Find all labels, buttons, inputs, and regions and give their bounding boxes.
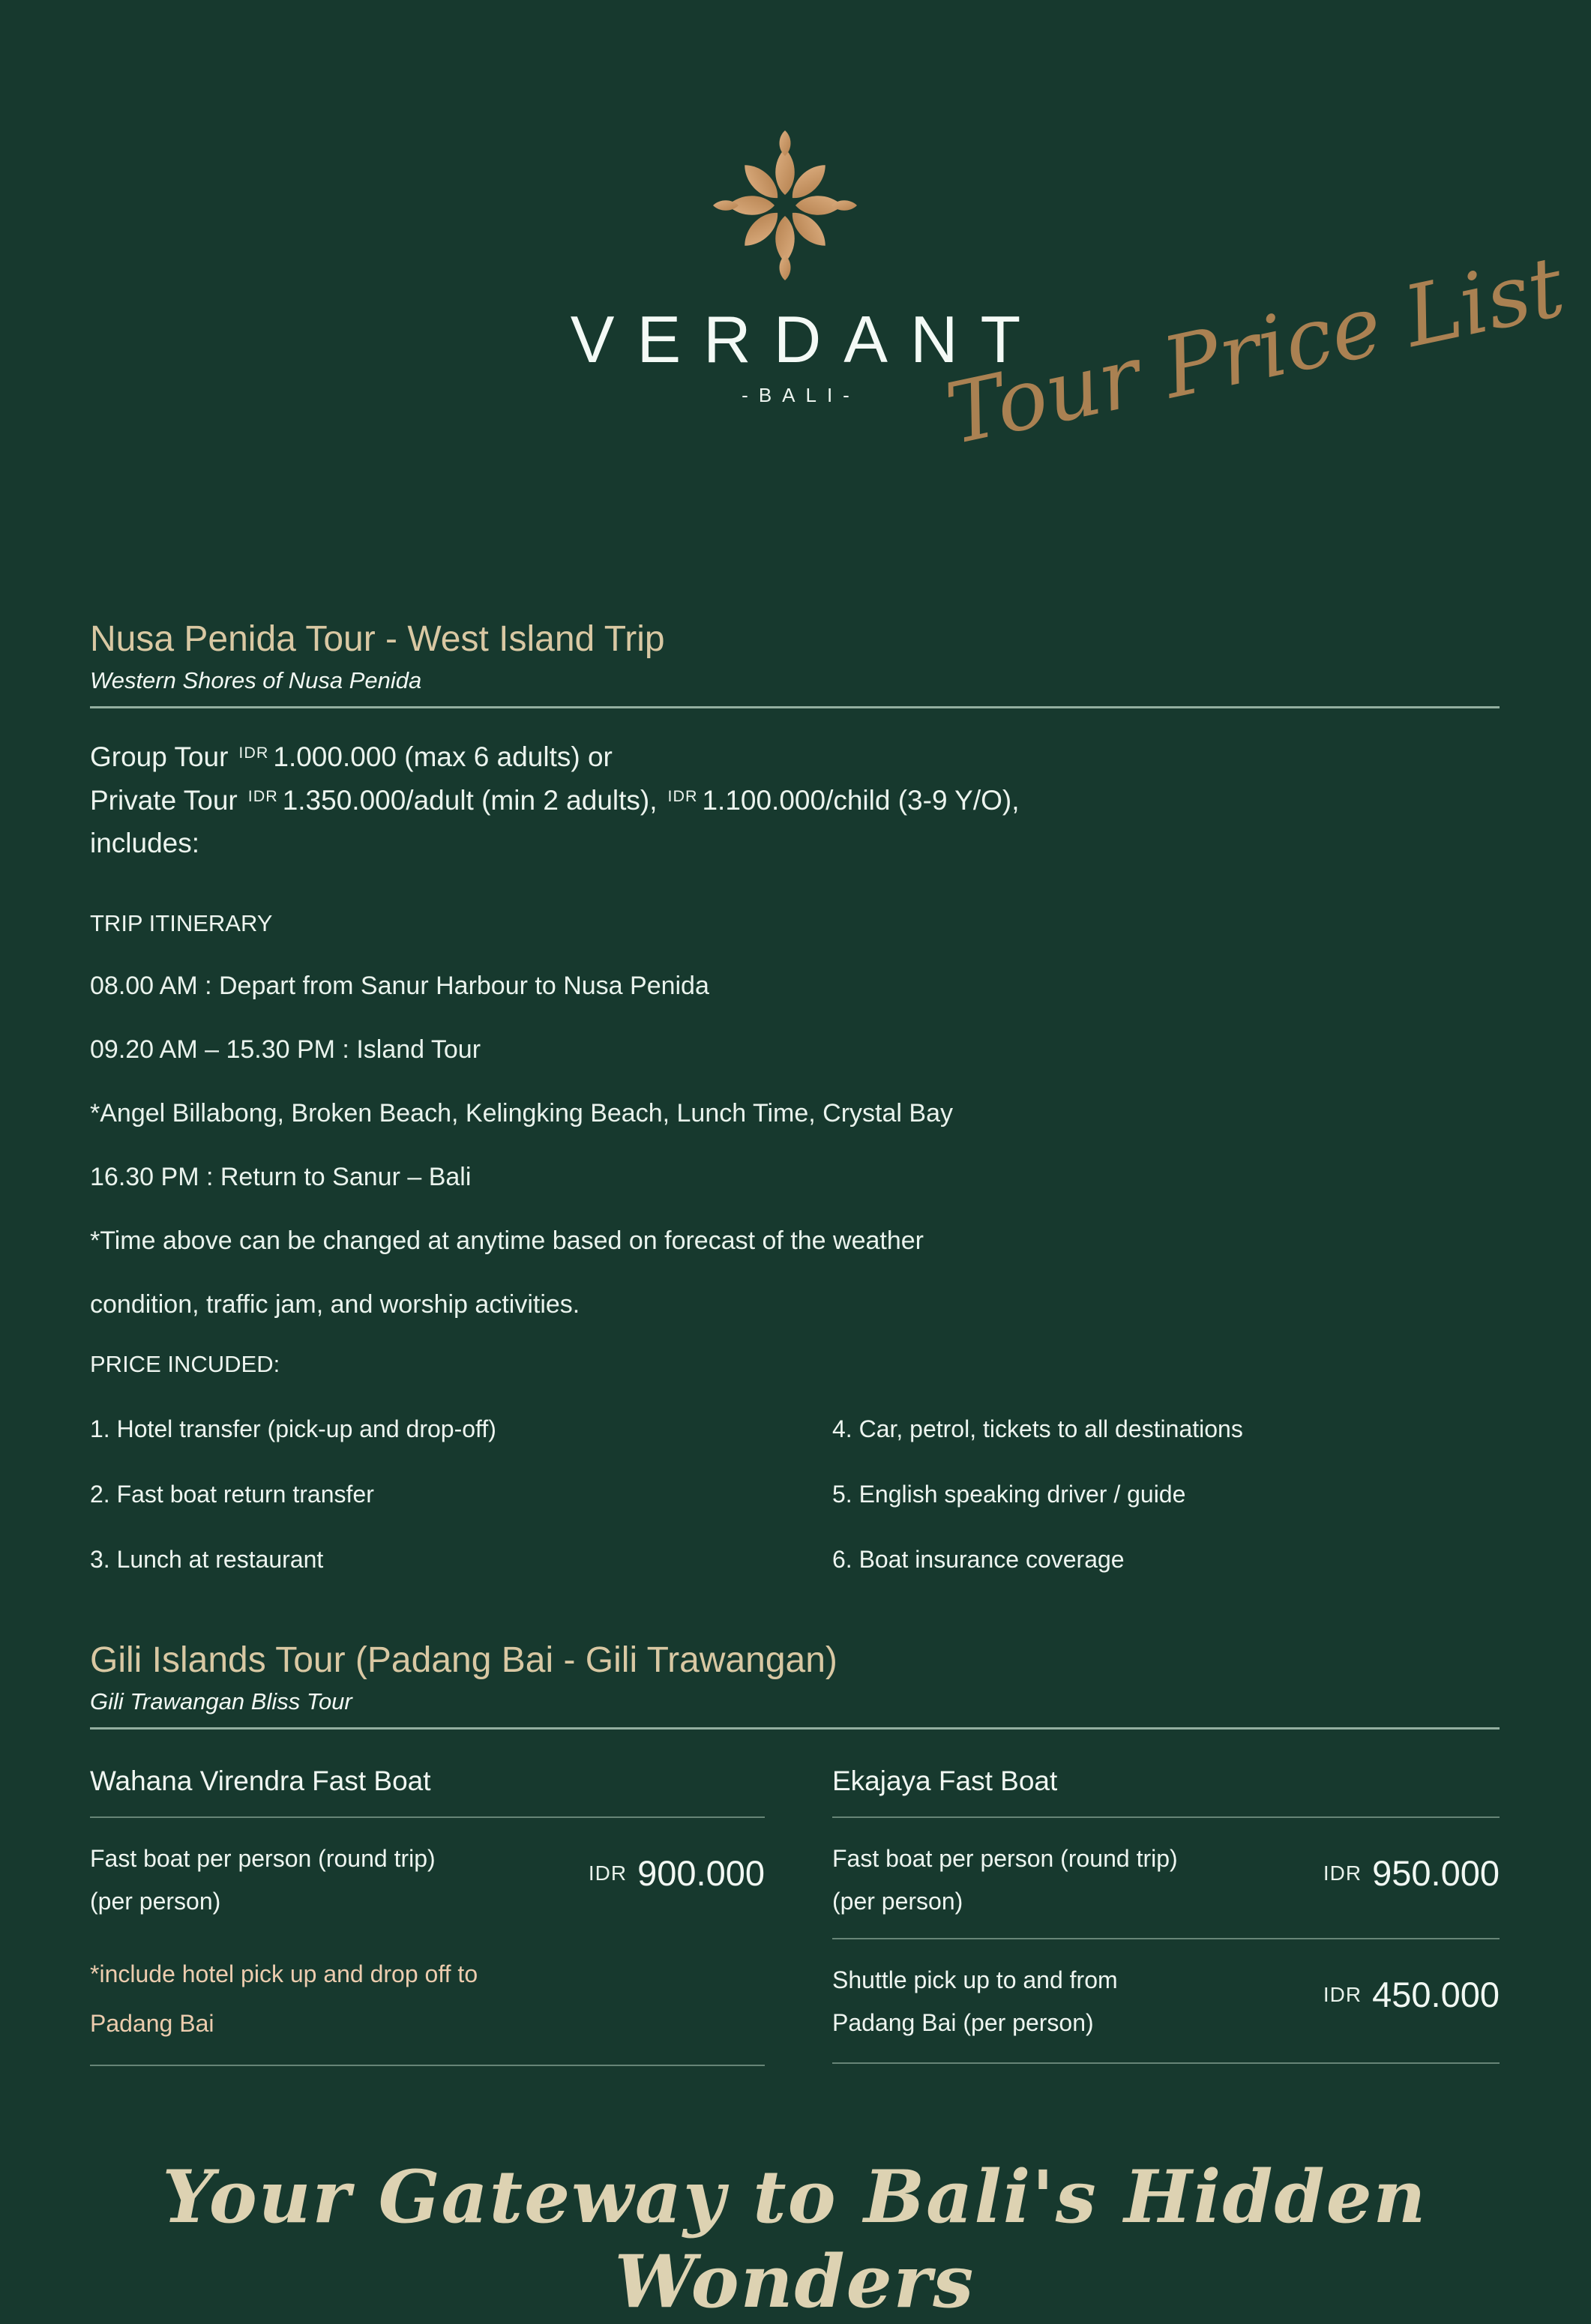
- operator-note: [90, 1950, 765, 2048]
- price-row-label: [90, 1837, 436, 1923]
- currency-code: IDR: [238, 744, 269, 762]
- price-row-label: [832, 1959, 1118, 2044]
- pricing-private-adult: 1.350.000/adult (min 2 adults),: [282, 784, 658, 816]
- pricing-group-value: 1.000.000 (max 6 adults) or: [273, 741, 613, 772]
- itinerary-item: 08.00 AM : Depart from Sanur Harbour to Nusa Penida: [90, 972, 709, 1001]
- pricing-group-label: Group Tour: [90, 741, 229, 772]
- itinerary-item: 09.20 AM – 15.30 PM : Island Tour: [90, 1035, 481, 1065]
- pricing-private-label: Private Tour: [90, 784, 238, 816]
- footer-slogan: Your Gateway to Bali's Hidden Wonders: [162, 2155, 1428, 2324]
- price-value: [1323, 1974, 1500, 2015]
- operator-column-ekajaya: [832, 1730, 1500, 2066]
- section1-title: Nusa Penida Tour - West Island Trip: [90, 619, 665, 659]
- price-amount: 900.000: [637, 1853, 765, 1894]
- currency-code: IDR: [588, 1861, 628, 1885]
- brand-name: VERDANT: [570, 302, 1044, 376]
- price-row-label: [832, 1837, 1178, 1923]
- pricing-line-private: [90, 779, 1500, 822]
- row-divider: [832, 1938, 1500, 1939]
- section1-divider: [90, 706, 1500, 708]
- price-amount: 450.000: [1372, 1975, 1500, 2015]
- column-divider: [832, 2062, 1500, 2064]
- included-item: 2. Fast boat return transfer: [90, 1481, 374, 1508]
- price-included-left-column: [90, 1378, 832, 1574]
- pricing-line-includes: includes:: [90, 828, 200, 859]
- price-included-right-column: [832, 1378, 1500, 1574]
- currency-code: IDR: [667, 787, 698, 805]
- price-amount: 950.000: [1372, 1853, 1500, 1894]
- price-row-label-line1: Fast boat per person (round trip): [90, 1845, 436, 1873]
- included-item: 4. Car, petrol, tickets to all destinations: [832, 1415, 1243, 1443]
- section2-divider: [90, 1727, 1500, 1730]
- itinerary-note: condition, traffic jam, and worship activities.: [90, 1290, 580, 1319]
- section1-subtitle: Western Shores of Nusa Penida: [90, 667, 422, 693]
- operator-note-line1: *include hotel pick up and drop off to: [90, 1960, 478, 1988]
- boat-operators: [90, 1730, 1500, 2066]
- price-value: [1323, 1852, 1500, 1894]
- price-row-label-line2: (per person): [90, 1888, 221, 1915]
- itinerary-list: [90, 972, 1500, 1319]
- price-included-list: [90, 1378, 1500, 1574]
- section2-subtitle: Gili Trawangan Bliss Tour: [90, 1688, 352, 1715]
- brand-tagline: -BALI-: [742, 384, 860, 406]
- section1-pricing: [90, 735, 1500, 865]
- currency-code: IDR: [1323, 1861, 1362, 1885]
- column-divider: [832, 1816, 1500, 1818]
- section2-title: Gili Islands Tour (Padang Bai - Gili Trawangan): [90, 1640, 837, 1681]
- itinerary-item-highlight: *Angel Billabong, Broken Beach, Kelingking Beach, Lunch Time, Crystal Bay: [90, 1099, 953, 1128]
- currency-code: IDR: [1323, 1982, 1362, 2006]
- price-row: [90, 1837, 765, 1923]
- operator-name: Wahana Virendra Fast Boat: [90, 1765, 431, 1797]
- included-item: 6. Boat insurance coverage: [832, 1546, 1125, 1574]
- pricing-private-child: 1.100.000/child (3-9 Y/O),: [702, 784, 1020, 816]
- operator-note-line2: Padang Bai: [90, 2009, 214, 2037]
- column-divider: [90, 2065, 765, 2066]
- price-included-label: PRICE INCUDED:: [90, 1351, 280, 1378]
- price-row-label-line1: Fast boat per person (round trip): [832, 1845, 1178, 1873]
- included-item: 3. Lunch at restaurant: [90, 1546, 324, 1574]
- price-row-label-line1: Shuttle pick up to and from: [832, 1966, 1118, 1994]
- operator-name: Ekajaya Fast Boat: [832, 1765, 1058, 1797]
- included-item: 1. Hotel transfer (pick-up and drop-off): [90, 1415, 496, 1443]
- price-row: [832, 1837, 1500, 1923]
- script-title: Tour Price List: [938, 238, 1572, 464]
- currency-code: IDR: [247, 787, 278, 805]
- price-row-label-line2: Padang Bai (per person): [832, 2009, 1094, 2037]
- included-item: 5. English speaking driver / guide: [832, 1481, 1186, 1508]
- itinerary-label: TRIP ITINERARY: [90, 910, 273, 937]
- price-row-label-line2: (per person): [832, 1888, 963, 1915]
- itinerary-note: *Time above can be changed at anytime based on forecast of the weather: [90, 1226, 924, 1256]
- operator-column-wahana-virendra: [90, 1730, 765, 2066]
- pricing-line-group: [90, 735, 1500, 779]
- content: [0, 618, 1591, 2324]
- itinerary-item: 16.30 PM : Return to Sanur – Bali: [90, 1163, 472, 1192]
- flower-logo-icon: [703, 126, 867, 285]
- column-divider: [90, 1816, 765, 1818]
- price-row: [832, 1959, 1500, 2044]
- header: [0, 0, 1591, 592]
- price-value: [589, 1852, 765, 1894]
